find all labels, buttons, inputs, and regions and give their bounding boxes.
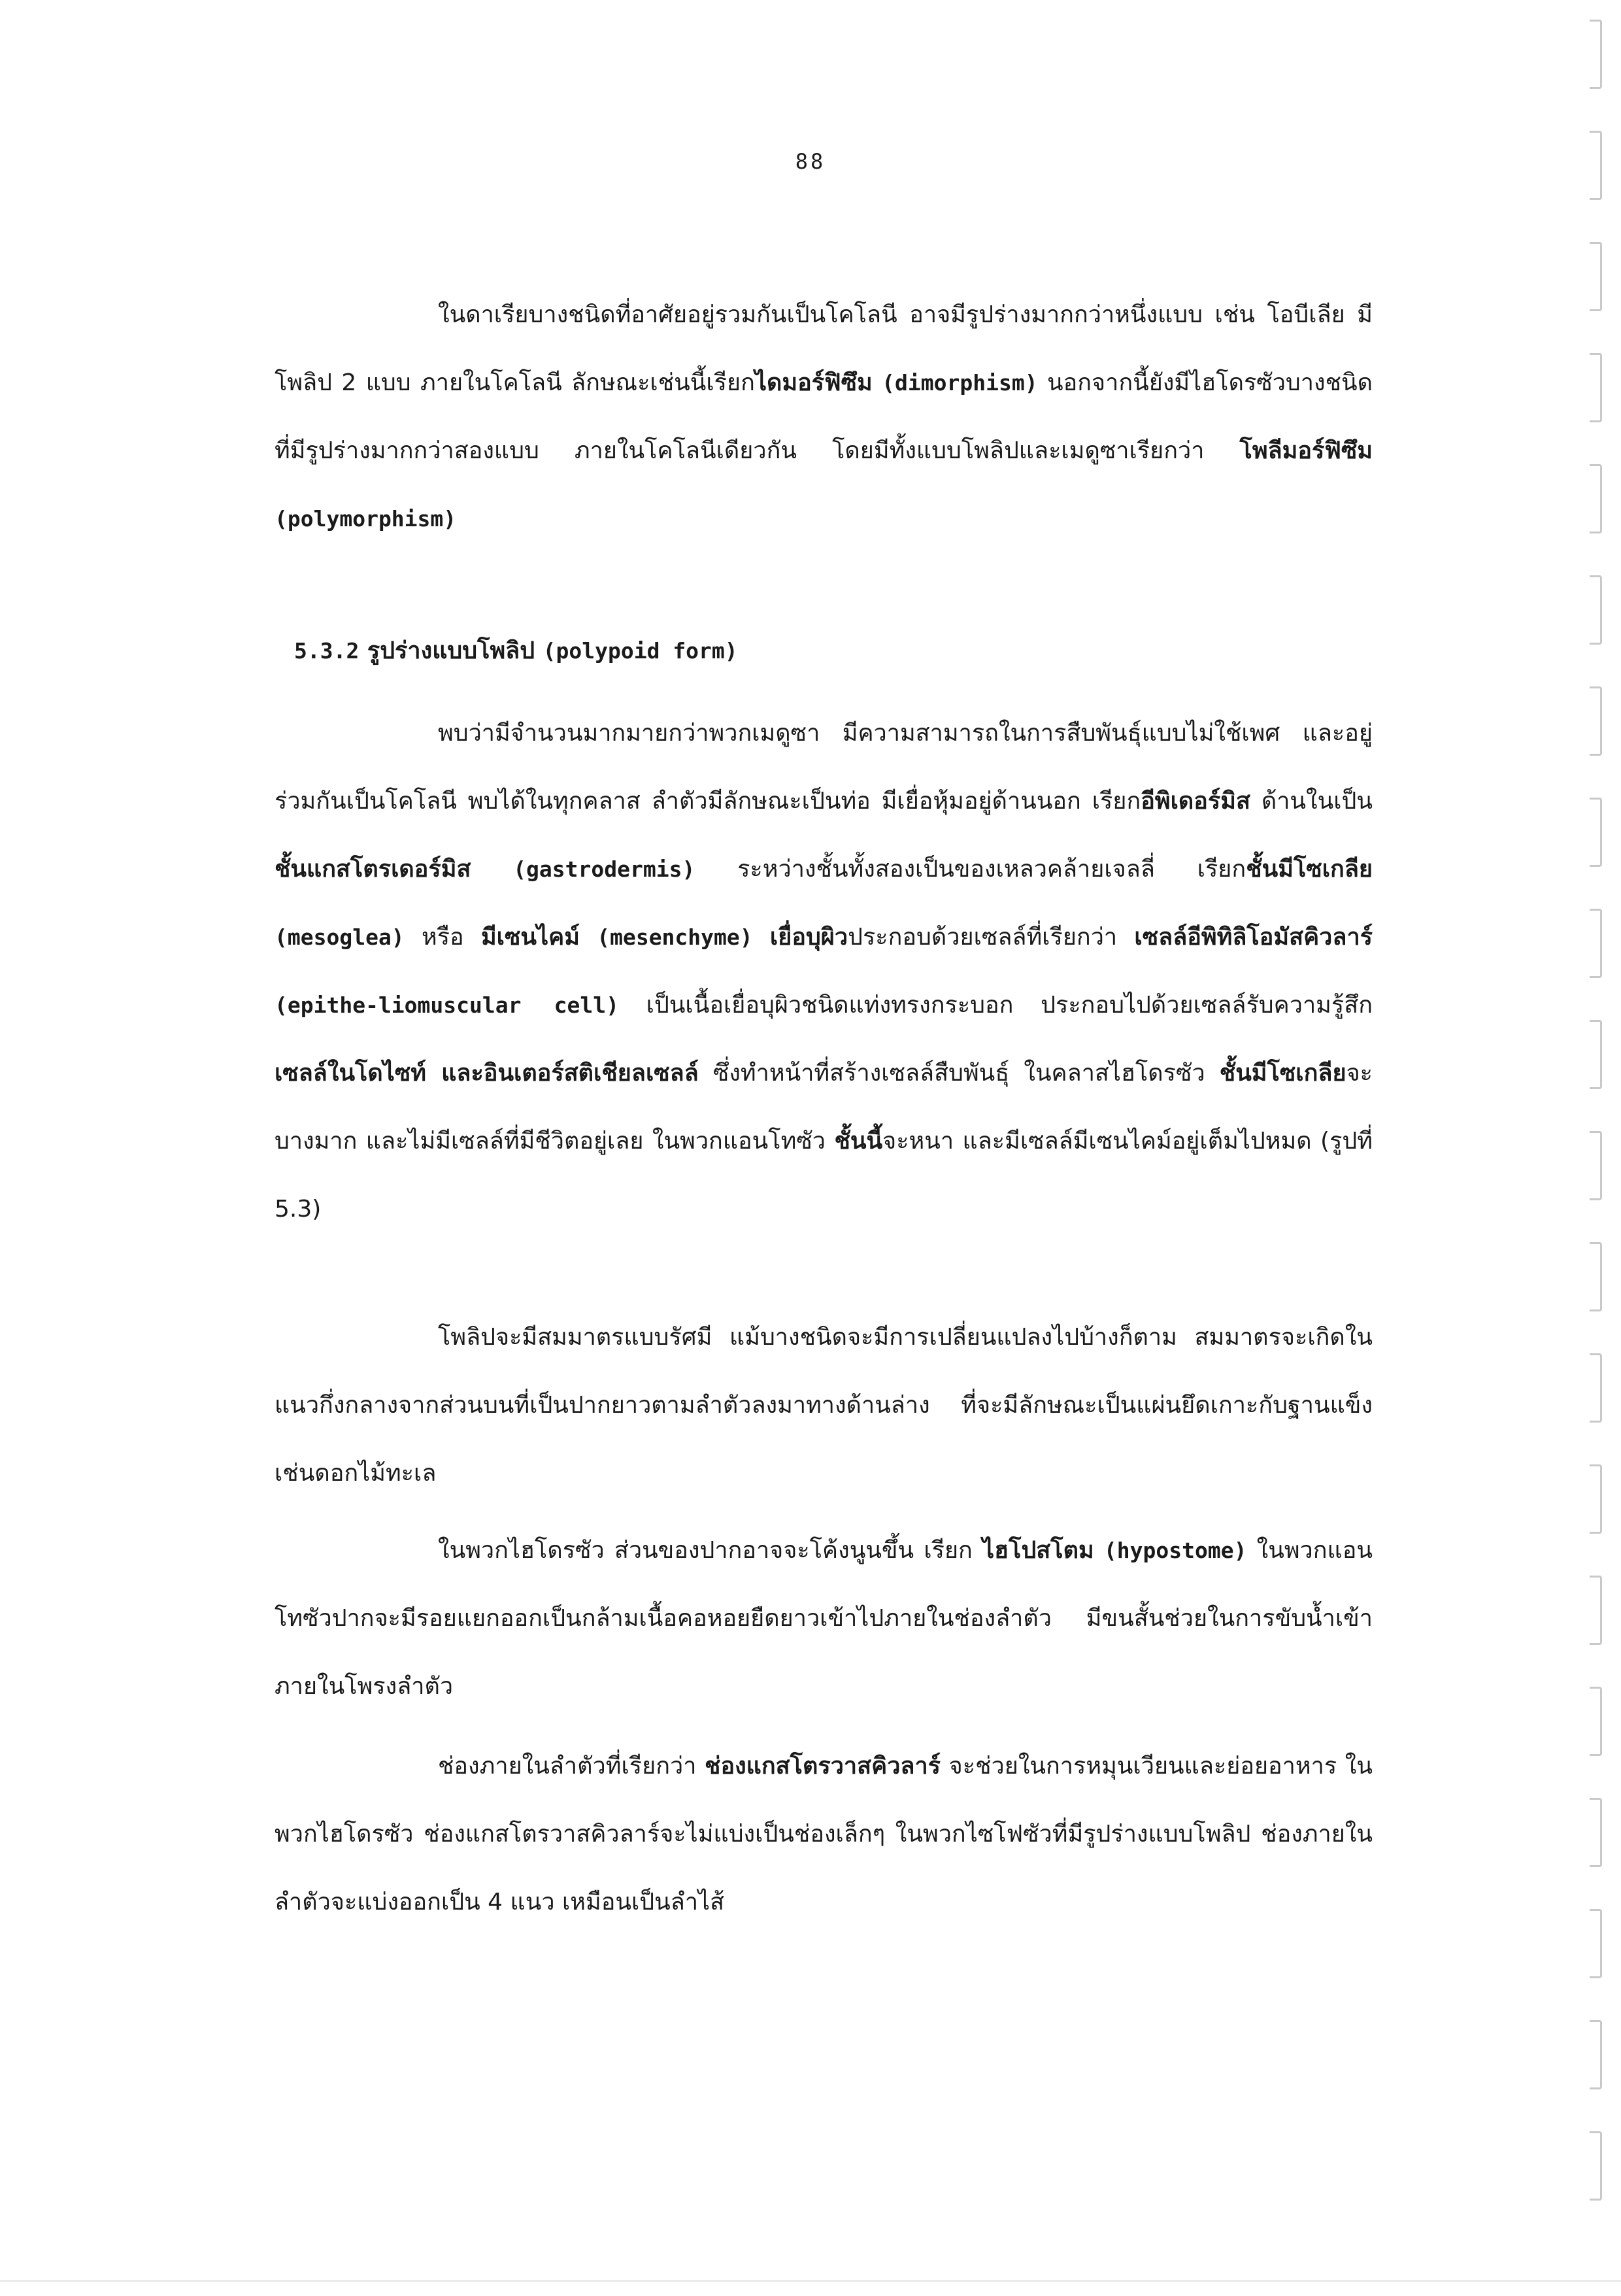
paragraph-text: จะบางมาก และไม่มีเซลล์ที่มีชีวิตอยู่เลย ในพวกแอนโทซัว <box>275 1060 1373 1155</box>
term-cnidocyte-interstitial: เซลล์ในโดไซท์ และอินเตอร์สติเชียลเซลล์ <box>275 1060 699 1087</box>
binding-mark <box>1590 1020 1602 1089</box>
paragraph-text: ในดาเรียบางชนิดที่อาศัยอยู่รวมกันเป็นโคโลนี อาจมีรูปร่างมากกว่าหนึ่งแบบ เช่น โอบีเลีย มีโพลิป 2 แบบ ภายในโคโลนี ลักษณะเช่นนี้เรียก <box>275 301 1373 396</box>
paragraph-text: จะช่วยในการหมุนเวียนและย่อยอาหาร ในพวกไฮโดรซัว ช่องแกสโตรวาสคิวลาร์จะไม่แบ่งเป็นช่องเล็กๆ ในพวกไซโฟซัวที่มีรูปร่างแบบโพลิป ช่องภายในลำตัวจะแบ่งออกเป็น 4 แนว เหมือนเป็นลำไส้ <box>275 1753 1373 1916</box>
term-this-layer: ชั้นนี้ <box>834 1128 883 1155</box>
term-epitheliomuscular-thai: เซลล์อีพิทิลิโอมัสคิวลาร์ <box>1134 924 1373 951</box>
paragraph-text: จะหนา และมีเซลล์มีเซนไคม์อยู่เต็มไปหมด (รูปที่ 5.3) <box>275 1128 1373 1223</box>
term-mesoglea-thai: ชั้นมีโซเกลีย <box>1246 856 1373 883</box>
paragraph-text: ในพวกแอนโทซัวปากจะมีรอยแยกออกเป็นกล้ามเนื้อคอหอยยืดยาวเข้าไปภายในช่องลำตัว มีขนสั้นช่วยในการขับน้ำเข้าภายในโพรงลำตัว <box>275 1537 1373 1700</box>
binding-mark <box>1590 2020 1602 2089</box>
term-dimorphism-latin: (dimorphism) <box>882 370 1038 396</box>
bottom-edge-rule <box>0 2280 1621 2282</box>
binding-marks <box>1590 20 1609 2275</box>
binding-mark <box>1590 242 1602 311</box>
binding-mark <box>1590 1687 1602 1756</box>
term-hypostome-thai: ไฮโปสโตม <box>982 1537 1094 1564</box>
term-gastrodermis-latin: (gastrodermis) <box>513 856 695 882</box>
paragraph-text: พบว่ามีจำนวนมากมายกว่าพวกเมดูซา มีความสามารถในการสืบพันธุ์แบบไม่ใช้เพศ และอยู่ร่วมกันเป็นโคโลนี พบได้ในทุกคลาส ลำตัวมีลักษณะเป็นท่อ มีเยื่อหุ้มอยู่ด้านนอก เรียก <box>275 720 1373 815</box>
binding-mark <box>1590 464 1602 533</box>
binding-mark <box>1590 1576 1602 1645</box>
binding-mark <box>1590 2131 1602 2201</box>
paragraph-symmetry <box>275 1304 1373 1508</box>
term-gastrodermis-thai: ชั้นแกสโตรเดอร์มิส <box>275 856 471 883</box>
section-heading <box>294 632 738 669</box>
term-mesenchyme-latin: (mesenchyme) <box>597 924 753 950</box>
term-mesoglea-latin: (mesoglea) <box>275 924 405 950</box>
paragraph-hypostome <box>275 1517 1373 1721</box>
term-epitheliomuscular-latin: (epithe-liomuscular cell) <box>275 992 619 1018</box>
binding-mark <box>1590 798 1602 867</box>
paragraph-text: ในพวกไฮโดรซัว ส่วนของปากอาจจะโค้งนูนขึ้น เรียก <box>438 1537 983 1564</box>
paragraph-polymorphism <box>275 281 1373 553</box>
paragraph-text: หรือ <box>404 924 481 951</box>
paragraph-text: ประกอบด้วยเซลล์ที่เรียกว่า <box>848 924 1135 951</box>
paragraph-text: เป็นเนื้อเยื่อบุผิวชนิดแท่งทรงกระบอก ประกอบไปด้วยเซลล์รับความรู้สึก <box>618 992 1373 1019</box>
term-dimorphism-thai: ไดมอร์ฟิซึม <box>754 369 873 396</box>
paragraph-text: นอกจากนี้ยังมีไฮโดรซัวบางชนิดที่มีรูปร่างมากกว่าสองแบบ ภายในโคโลนีเดียวกัน โดยมีทั้งแบบโพลิปและเมดูซาเรียกว่า <box>275 369 1373 464</box>
binding-mark <box>1590 686 1602 756</box>
binding-mark <box>1590 1464 1602 1534</box>
binding-mark <box>1590 909 1602 978</box>
paragraph-polyp-structure <box>275 700 1373 1243</box>
binding-mark <box>1590 1909 1602 1978</box>
paragraph-text: โพลิปจะมีสมมาตรแบบรัศมี แม้บางชนิดจะมีการเปลี่ยนแปลงไปบ้างก็ตาม สมมาตรจะเกิดในแนวกึ่งกลางจากส่วนบนที่เป็นปากยาวตามลำตัวลงมาทางด้านล่าง ที่จะมีลักษณะเป็นแผ่นยึดเกาะกับฐานแข็ง เช่นดอกไม้ทะเล <box>275 1324 1373 1487</box>
section-title: รูปร่างแบบโพลิป <box>367 637 535 664</box>
term-mesenchyme-thai: มีเซนไคม์ <box>480 924 580 951</box>
section-title-latin: (polypoid form) <box>543 638 738 664</box>
binding-mark <box>1590 1242 1602 1311</box>
paragraph-gastrovascular <box>275 1732 1373 1936</box>
term-polymorphism-latin: (polymorphism) <box>275 506 457 532</box>
binding-mark <box>1590 1131 1602 1200</box>
page-number: 88 <box>795 149 826 174</box>
term-gastrovascular-cavity: ช่องแกสโตรวาสคิวลาร์ <box>705 1753 941 1780</box>
paragraph-text: ระหว่างชั้นทั้งสองเป็นของเหลวคล้ายเจลลี่ เรียก <box>695 856 1246 883</box>
paragraph-text: ช่องภายในลำตัวที่เรียกว่า <box>438 1753 705 1780</box>
binding-mark <box>1590 1798 1602 1867</box>
paragraph-text: ซึ่งทำหน้าที่สร้างเซลล์สืบพันธุ์ ในคลาสไฮโดรซัว <box>698 1060 1220 1087</box>
term-polymorphism-thai: โพลีมอร์ฟิซึม <box>1239 437 1373 464</box>
section-number: 5.3.2 <box>294 638 359 664</box>
paragraph-text: ด้านในเป็น <box>1250 788 1373 815</box>
binding-mark <box>1590 353 1602 422</box>
binding-mark <box>1590 131 1602 200</box>
term-mesoglea-layer: ชั้นมีโซเกลีย <box>1219 1060 1346 1087</box>
binding-mark <box>1590 575 1602 645</box>
binding-mark <box>1590 20 1602 89</box>
binding-mark <box>1590 1353 1602 1423</box>
term-epidermis: อีพิเดอร์มิส <box>1141 788 1250 815</box>
term-hypostome-latin: (hypostome) <box>1103 1538 1247 1563</box>
term-epithelium: เยื่อบุผิว <box>769 924 848 951</box>
